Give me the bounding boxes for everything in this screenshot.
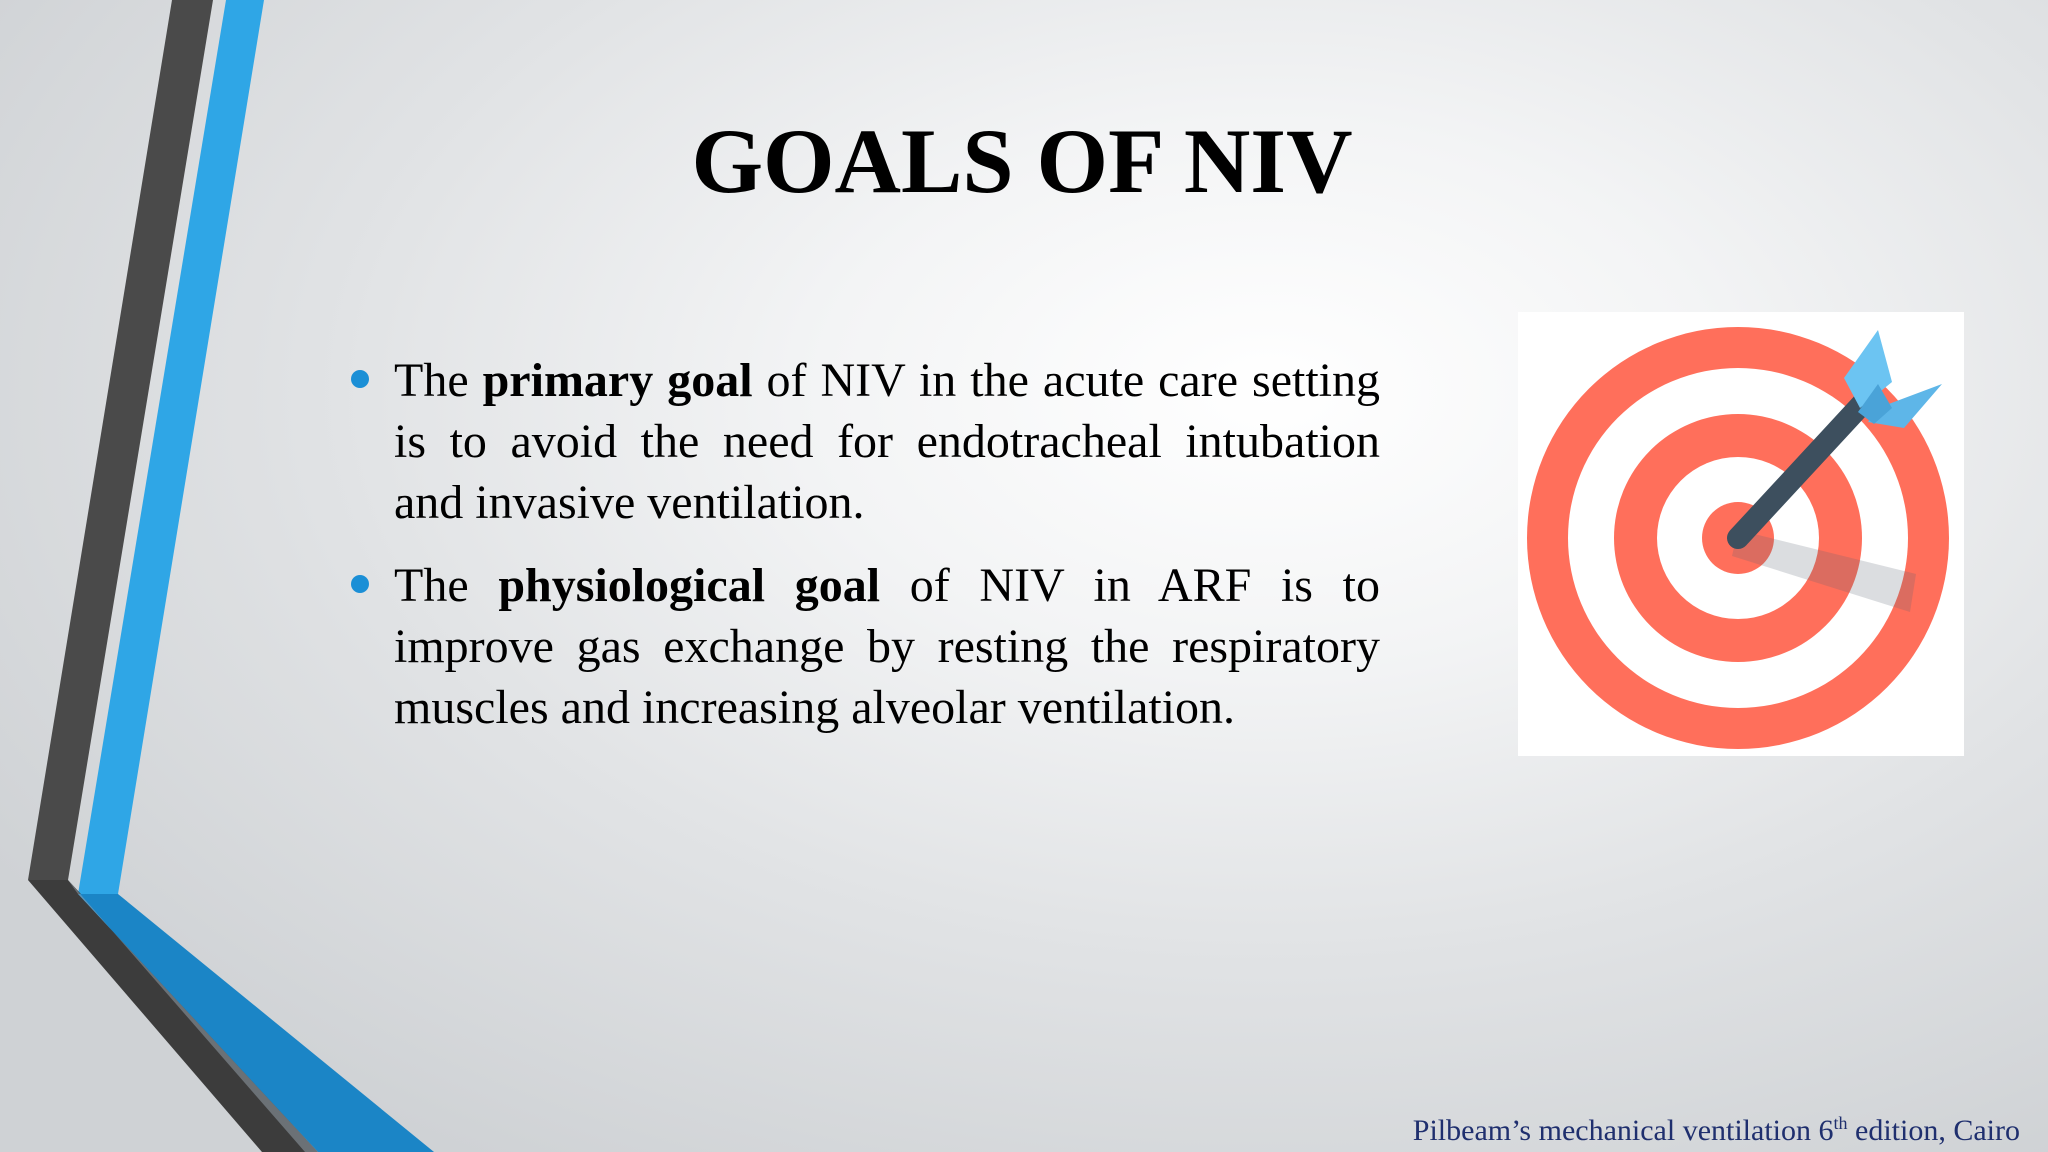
bullet-text-bold: physiological goal xyxy=(498,559,881,612)
bullet-item-physiological-goal xyxy=(348,555,1380,738)
bullet-list xyxy=(348,350,1380,760)
bullet-dot-icon xyxy=(351,575,369,593)
target-with-arrow-icon xyxy=(1518,312,1964,756)
slide-title: GOALS OF NIV xyxy=(691,110,1353,212)
bullet-text-after: of NIV in the acute care setting is to avoid the need for endotracheal intubation and invasive ventilation. xyxy=(394,354,1380,529)
bullet-text-after: of NIV in ARF is to improve gas exchange by resting the respiratory muscles and increasing alveolar ventilation. xyxy=(394,559,1381,734)
bullet-dot-icon xyxy=(351,370,369,388)
bullet-item-primary-goal xyxy=(348,350,1380,533)
citation-footer: Pilbeam’s mechanical ventilation 6th edition, Cairo xyxy=(1412,1113,2020,1147)
bullet-text-before: The xyxy=(394,559,499,612)
bullet-text-bold: primary goal xyxy=(482,354,753,407)
bullet-text-before: The xyxy=(394,354,483,407)
